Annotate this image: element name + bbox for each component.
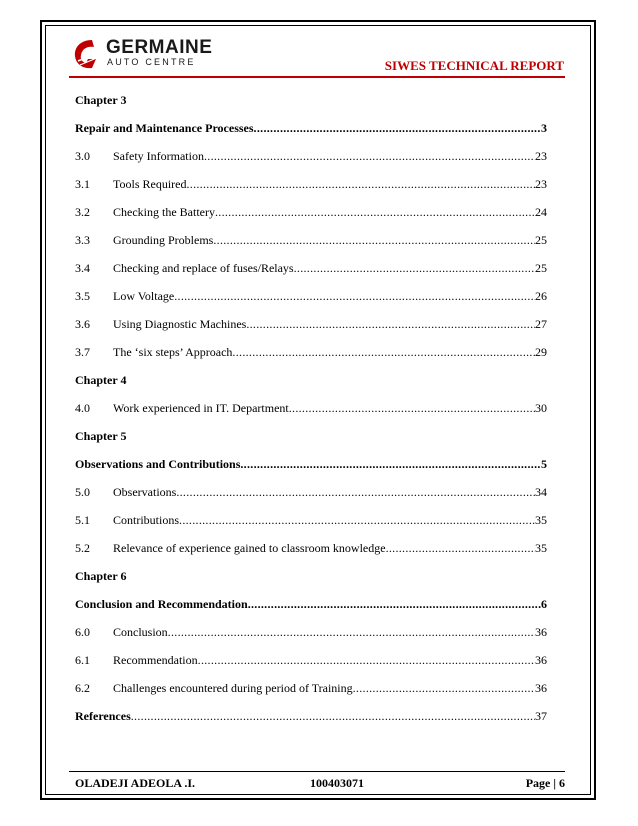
toc-entry[interactable]: 3.7 The ‘six steps’ Approach ..... 29 [75, 345, 547, 361]
chapter-4-heading: Chapter 4 [75, 373, 127, 387]
toc-entry[interactable]: 5.0 Observations ..... 34 [75, 485, 547, 501]
chapter-5-heading: Chapter 5 [75, 429, 127, 443]
footer-author: OLADEJI ADEOLA .I. [75, 776, 196, 790]
chapter-5-title-entry[interactable]: Observations and Contributions ..... 5 [75, 457, 547, 473]
toc-entry[interactable]: 6.1 Recommendation ..... 36 [75, 653, 547, 669]
footer-divider [69, 771, 565, 772]
chapter-6-heading: Chapter 6 [75, 569, 127, 583]
toc-entry[interactable]: 3.6 Using Diagnostic Machines ..... 27 [75, 317, 547, 333]
footer-student-id: 100403071 [310, 776, 364, 790]
references-entry[interactable]: References ..... 37 [75, 709, 547, 725]
toc-entry[interactable]: 3.4 Checking and replace of fuses/Relays ..... 25 [75, 261, 547, 277]
toc-entry[interactable]: 6.0 Conclusion ..... 36 [75, 625, 547, 641]
header-divider [69, 76, 565, 78]
logo-name: GERMAINE [106, 37, 213, 58]
toc-entry[interactable]: 4.0 Work experienced in IT. Department ..... 30 [75, 401, 547, 417]
toc-entry[interactable]: 5.2 Relevance of experience gained to classroom knowledge ..... 35 [75, 541, 547, 557]
logo-mark-icon [72, 37, 106, 71]
chapter-3-heading: Chapter 3 [75, 93, 127, 107]
toc-entry[interactable]: 3.0 Safety Information ..... 23 [75, 149, 547, 165]
logo-subtitle: AUTO CENTRE [107, 57, 196, 67]
toc-entry[interactable]: 3.5 Low Voltage ..... 26 [75, 289, 547, 305]
chapter-3-title-entry[interactable]: Repair and Maintenance Processes ..... 3 [75, 121, 547, 137]
company-logo [72, 37, 212, 73]
report-title: SIWES TECHNICAL REPORT [384, 58, 564, 73]
toc-entry[interactable]: 6.2 Challenges encountered during period of Training ..... 36 [75, 681, 547, 697]
footer-page-number: Page | 6 [525, 776, 565, 790]
toc-entry[interactable]: 5.1 Contributions ..... 35 [75, 513, 547, 529]
toc-entry[interactable]: 3.1 Tools Required ..... 23 [75, 177, 547, 193]
chapter-6-title-entry[interactable]: Conclusion and Recommendation ..... 6 [75, 597, 547, 613]
toc-entry[interactable]: 3.2 Checking the Battery ..... 24 [75, 205, 547, 221]
toc-entry[interactable]: 3.3 Grounding Problems ..... 25 [75, 233, 547, 249]
